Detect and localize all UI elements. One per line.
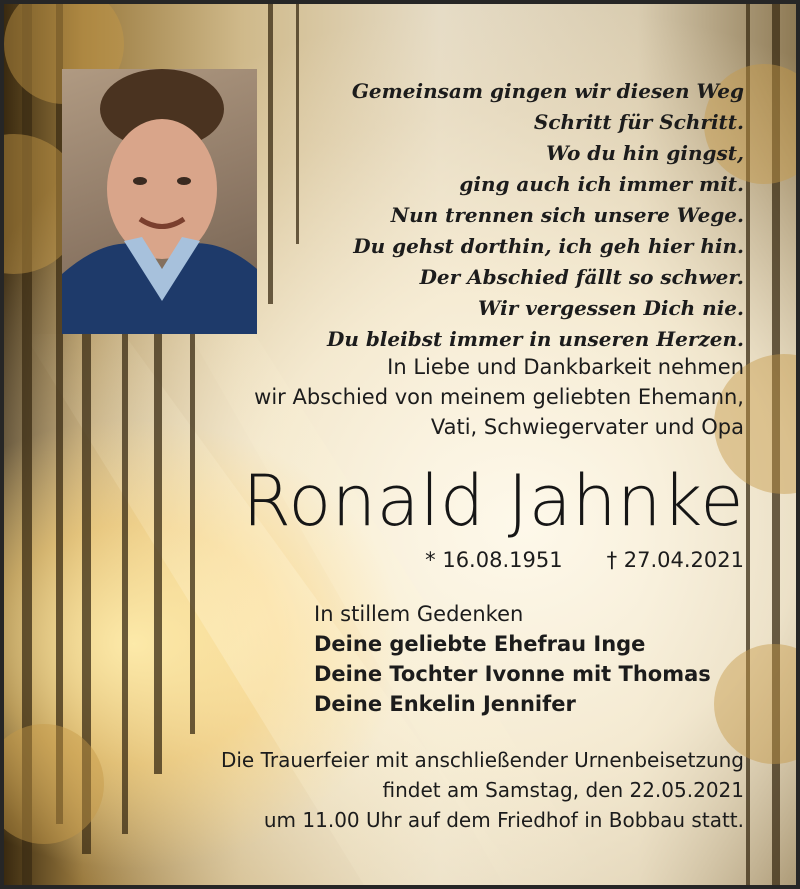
birth-date: * 16.08.1951 bbox=[425, 548, 563, 572]
ceremony-line: findet am Samstag, den 22.05.2021 bbox=[382, 778, 744, 802]
mourner-line: Deine Enkelin Jennifer bbox=[314, 692, 576, 716]
poem-line: Der Abschied fällt so schwer. bbox=[419, 265, 744, 289]
poem-line: Nun trennen sich unsere Wege. bbox=[390, 203, 744, 227]
deceased-name: Ronald Jahnke bbox=[242, 460, 744, 542]
poem-line: Du bleibst immer in unseren Herzen. bbox=[326, 327, 744, 351]
poem-line: Gemeinsam gingen wir diesen Weg bbox=[351, 79, 744, 103]
portrait-photo bbox=[62, 69, 257, 334]
death-date: † 27.04.2021 bbox=[606, 548, 744, 572]
poem-line: ging auch ich immer mit. bbox=[459, 172, 744, 196]
poem-line: Wo du hin gingst, bbox=[546, 141, 744, 165]
intro-line: Vati, Schwiegervater und Opa bbox=[430, 415, 744, 439]
mourners-heading: In stillem Gedenken bbox=[314, 602, 524, 626]
intro-line: wir Abschied von meinem geliebten Ehemann, bbox=[254, 385, 744, 409]
poem-line: Wir vergessen Dich nie. bbox=[478, 296, 744, 320]
mourner-line: Deine geliebte Ehefrau Inge bbox=[314, 632, 646, 656]
ceremony-line: Die Trauerfeier mit anschließender Urnenbeisetzung bbox=[220, 748, 744, 772]
poem bbox=[284, 76, 744, 355]
ceremony-notice bbox=[44, 745, 744, 835]
farewell-intro bbox=[144, 352, 744, 442]
ceremony-line: um 11.00 Uhr auf dem Friedhof in Bobbau statt. bbox=[263, 808, 744, 832]
mourner-line: Deine Tochter Ivonne mit Thomas bbox=[314, 662, 711, 686]
portrait-illustration bbox=[62, 69, 257, 334]
poem-line: Schritt für Schritt. bbox=[533, 110, 744, 134]
life-dates bbox=[425, 545, 744, 575]
poem-line: Du gehst dorthin, ich geh hier hin. bbox=[353, 234, 744, 258]
mourners bbox=[314, 599, 711, 719]
intro-line: In Liebe und Dankbarkeit nehmen bbox=[387, 355, 744, 379]
